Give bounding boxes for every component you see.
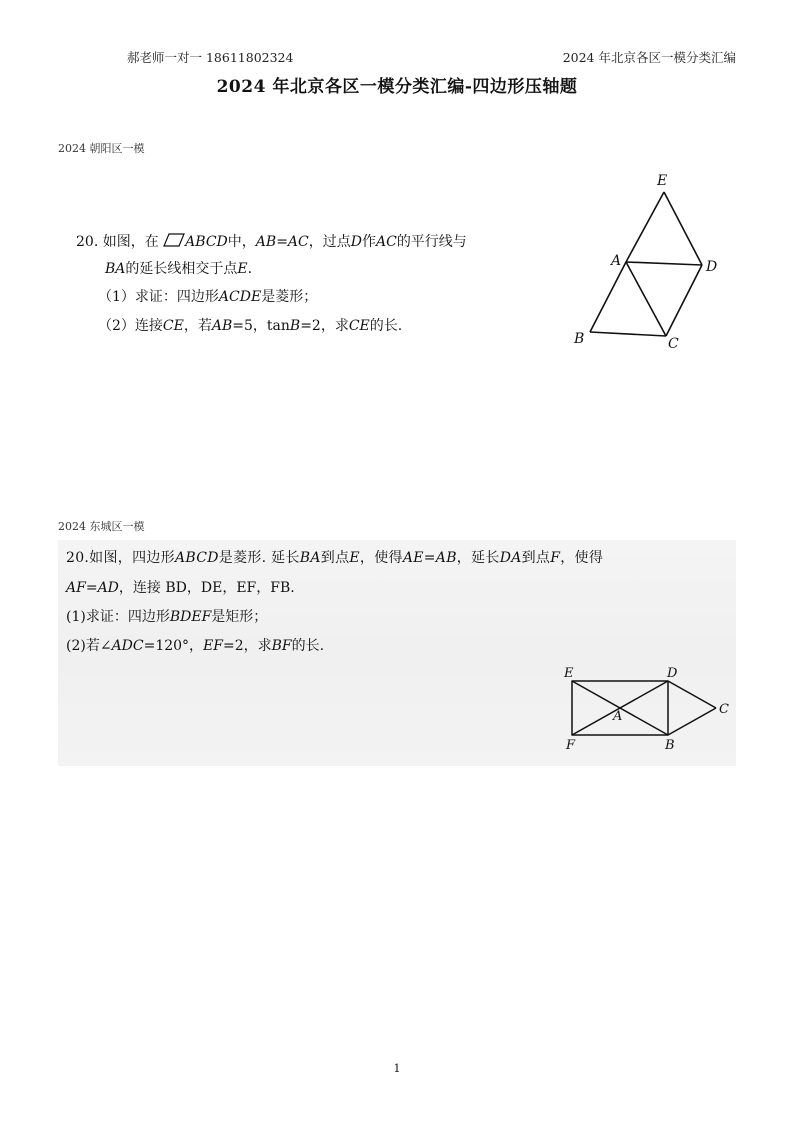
text: =: [423, 550, 436, 566]
header-contact: 郝老师一对一 18611802324: [127, 50, 294, 65]
segment-AD: [626, 262, 702, 265]
text: E: [237, 261, 248, 277]
text: BA: [105, 261, 126, 277]
text: 是菱形. 延长: [218, 550, 300, 566]
text: ABCD: [185, 234, 228, 250]
question-2-line-2: [66, 574, 295, 602]
segment-BC: [668, 708, 716, 735]
text: （1）求证：四边形: [98, 289, 219, 305]
question-1-line-2: [105, 256, 252, 282]
header-series: 2024 年北京各区一模分类汇编: [562, 50, 736, 65]
text: 到点: [320, 550, 350, 566]
text: =2，求: [300, 318, 349, 334]
figure-1-diagram: [570, 168, 730, 353]
vertex-label-D: D: [667, 666, 678, 681]
text: E: [349, 550, 360, 566]
text: ADC: [111, 638, 144, 654]
segment-DC: [668, 681, 716, 708]
text: AF: [66, 580, 86, 596]
figure-2-diagram: [560, 660, 740, 755]
page-title: 2024 年北京各区一模分类汇编-四边形压轴题: [216, 77, 578, 97]
segment-EA: [626, 192, 664, 262]
vertex-label-E: E: [657, 173, 668, 189]
text: AE: [402, 550, 424, 566]
text: 如图，在: [102, 234, 159, 250]
text: ，延长: [456, 550, 500, 566]
text: =: [276, 234, 288, 250]
vertex-label-B: B: [574, 331, 585, 347]
text: （2）连接: [98, 318, 163, 334]
text: BDEF: [169, 609, 212, 625]
text: 是矩形；: [211, 609, 268, 625]
segment-DC: [666, 265, 702, 336]
text: 20.如图，四边形: [66, 550, 175, 566]
vertex-label-A: A: [611, 253, 622, 269]
text: (2)若∠: [66, 638, 112, 654]
text: EF: [203, 638, 223, 654]
vertex-label-B: B: [665, 738, 675, 753]
text: 的延长线相交于点: [125, 261, 238, 277]
text: B: [289, 318, 301, 334]
text: D: [350, 234, 362, 250]
text: 是菱形；: [261, 289, 318, 305]
source-label-chaoyang: 2024 朝阳区一模: [58, 142, 145, 155]
text: 的平行线与: [396, 234, 467, 250]
segment-ED: [664, 192, 702, 265]
question-1-part-2: [98, 313, 402, 339]
segment-BC: [590, 332, 666, 336]
question-2-line-1: [66, 544, 603, 572]
parallelogram-icon: [163, 233, 185, 247]
text: BA: [299, 550, 321, 566]
text: ACDE: [218, 289, 262, 305]
question-1-part-1: [98, 284, 317, 310]
page-number: 1: [393, 1062, 401, 1075]
source-label-dongcheng: 2024 东城区一模: [58, 520, 145, 533]
question-number: 20.: [76, 234, 99, 250]
text: =120°，: [143, 638, 204, 654]
text: BF: [271, 638, 292, 654]
text: CE: [348, 318, 370, 334]
vertex-label-C: C: [668, 336, 679, 352]
text: .: [247, 261, 253, 277]
text: AC: [375, 234, 397, 250]
text: ，连接 BD，DE，EF，FB.: [118, 580, 295, 596]
text: CE: [162, 318, 184, 334]
vertex-label-A: A: [613, 709, 623, 724]
question-2-part-1: [66, 603, 267, 631]
text: 的长.: [369, 318, 403, 334]
segment-AC: [626, 262, 666, 336]
vertex-label-D: D: [706, 259, 718, 275]
text: AC: [287, 234, 309, 250]
text: AB: [435, 550, 457, 566]
text: ，若: [183, 318, 212, 334]
text: 作: [361, 234, 376, 250]
text: 中，: [227, 234, 256, 250]
text: ，使得: [560, 550, 604, 566]
text: (1)求证：四边形: [66, 609, 170, 625]
segment-AB: [590, 262, 626, 332]
text: 的长.: [291, 638, 325, 654]
text: AB: [211, 318, 233, 334]
text: ，过点: [308, 234, 351, 250]
text: =5，tan: [232, 318, 290, 334]
text: AB: [255, 234, 277, 250]
text: AD: [97, 580, 119, 596]
question-2-part-2: [66, 632, 324, 660]
text: ，使得: [359, 550, 403, 566]
text: DA: [499, 550, 522, 566]
text: 到点: [521, 550, 551, 566]
text: =2，求: [223, 638, 272, 654]
question-1-line-1: [76, 229, 467, 255]
vertex-label-E: E: [564, 666, 574, 681]
vertex-label-F: F: [566, 738, 576, 753]
text: ABCD: [174, 550, 219, 566]
vertex-label-C: C: [719, 702, 729, 717]
text: =: [85, 580, 98, 596]
text: F: [550, 550, 561, 566]
